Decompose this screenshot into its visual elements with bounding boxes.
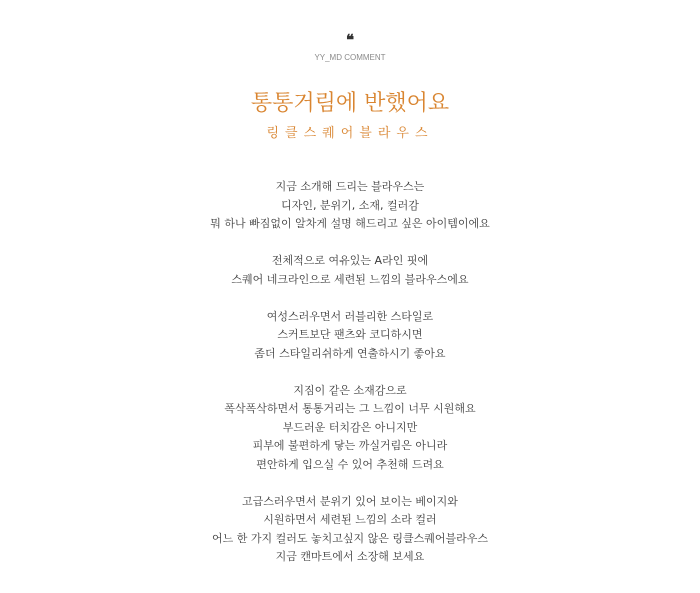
body-line: 디자인, 분위기, 소재, 컬러감 (281, 198, 419, 212)
body-line: 편안하게 입으실 수 있어 추천해 드려요 (256, 457, 444, 471)
body-line: 여성스러우면서 러블리한 스타일로 (266, 309, 434, 323)
body-line: 좀더 스타일리쉬하게 연출하시기 좋아요 (254, 346, 446, 360)
paragraph-fit (0, 252, 700, 289)
paragraph-intro (0, 178, 700, 234)
description-body (0, 178, 700, 585)
body-line: 시원하면서 세련된 느낌의 소라 컬러 (263, 513, 437, 526)
product-name-subhead: 링클스퀘어블라우스 (266, 126, 434, 141)
body-line: 어느 한 가지 컬러도 놓치고싶지 않은 링클스퀘어블라우스 (211, 531, 488, 545)
paragraph-colors (0, 493, 700, 567)
body-line: 부드러운 터치감은 아니지만 (282, 420, 418, 434)
body-line: 스커트보단 팬츠와 코디하시면 (277, 328, 423, 341)
paragraph-style (0, 308, 700, 364)
quote-icon: ❝ (345, 31, 355, 49)
comment-label: YY_MD COMMENT (314, 53, 386, 62)
body-line: 전체적으로 여유있는 A라인 핏에 (271, 254, 429, 267)
body-line: 피부에 불편하게 닿는 까실거림은 아니라 (252, 439, 448, 452)
body-line: 폭삭폭삭하면서 통통거리는 그 느낌이 너무 시원해요 (224, 402, 476, 415)
body-line: 스퀘어 네크라인으로 세련된 느낌의 블라우스에요 (231, 272, 469, 286)
body-line: 지금 캔마트에서 소장해 보세요 (275, 550, 425, 563)
body-line: 뭐 하나 빠짐없이 알차게 설명 해드리고 싶은 아이템이에요 (210, 217, 490, 230)
paragraph-fabric (0, 382, 700, 475)
body-line: 지짐이 같은 소재감으로 (293, 383, 407, 397)
body-line: 지금 소개해 드리는 블라우스는 (275, 180, 425, 193)
headline: 통통거림에 반했어요 (250, 91, 450, 116)
body-line: 고급스러우면서 분위기 있어 보이는 베이지와 (242, 494, 458, 508)
